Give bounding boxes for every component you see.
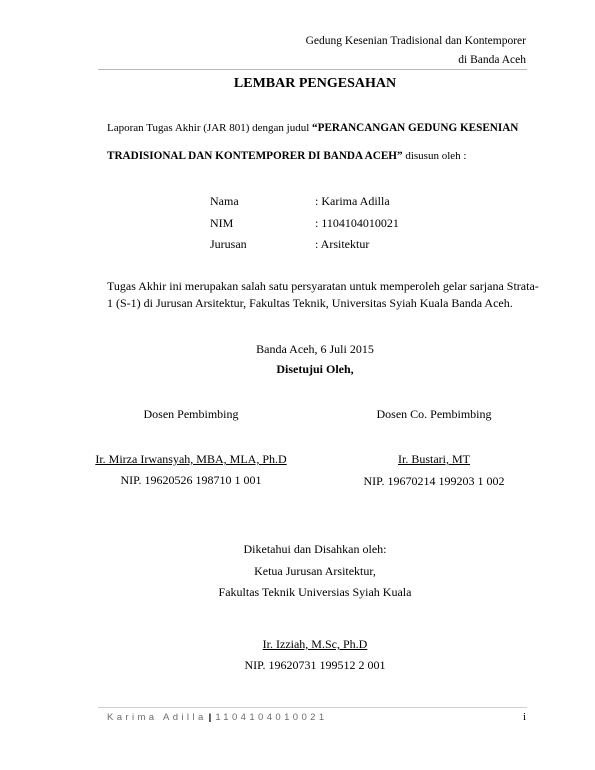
acknowledged-line1: Diketahui dan Disahkan oleh: [243, 542, 387, 556]
running-header-line2: di Banda Aceh [458, 54, 526, 66]
header-rule [98, 69, 527, 70]
intro-title-part2: TRADISIONAL DAN KONTEMPORER DI BANDA ACEH” [107, 150, 403, 162]
acknowledged-line3: Fakultas Teknik Universias Syiah Kuala [218, 585, 412, 599]
footer-id: 1104104010021 [215, 712, 328, 723]
supervisor2-role: Dosen Co. Pembimbing [376, 407, 492, 421]
label-jurusan: Jurusan [210, 237, 247, 251]
approved-by: Disetujui Oleh, [276, 362, 354, 376]
intro-line1 [107, 122, 518, 134]
statement-line1: Tugas Akhir ini merupakan salah satu persyaratan untuk memperoleh gelar sarjana Strata- [107, 279, 539, 293]
footer-separator: | [208, 712, 212, 723]
supervisor2-nip: NIP. 19670214 199203 1 002 [363, 474, 505, 488]
intro-line2 [107, 150, 466, 162]
footer-rule [98, 707, 527, 708]
page-number: i [522, 711, 526, 723]
intro-prefix: Laporan Tugas Akhir (JAR 801) dengan judul [107, 122, 313, 134]
footer-author: Karima Adilla [107, 712, 207, 723]
value-jurusan: : Arsitektur [315, 237, 370, 251]
acknowledged-line2: Ketua Jurusan Arsitektur, [254, 564, 376, 578]
statement-line2: 1 (S-1) di Jurusan Arsitektur, Fakultas Teknik, Universitas Syiah Kuala Banda Aceh. [107, 296, 513, 310]
supervisor1-nip: NIP. 19620526 198710 1 001 [120, 473, 262, 487]
head-of-department-name: Ir. Izziah, M.Sc, Ph.D [262, 637, 368, 651]
value-nama: : Karima Adilla [315, 194, 390, 208]
supervisor1-role: Dosen Pembimbing [143, 407, 239, 421]
place-date: Banda Aceh, 6 Juli 2015 [256, 342, 374, 356]
head-of-department-nip: NIP. 19620731 199512 2 001 [244, 658, 386, 672]
label-nama: Nama [210, 194, 239, 208]
value-nim: : 1104104010021 [315, 216, 399, 230]
intro-suffix: disusun oleh : [402, 150, 467, 162]
running-header-line1: Gedung Kesenian Tradisional dan Kontemporer [305, 35, 526, 47]
supervisor2-name: Ir. Bustari, MT [398, 452, 470, 466]
label-nim: NIM [210, 216, 234, 230]
page-title: LEMBAR PENGESAHAN [233, 76, 397, 91]
intro-title-part1: “PERANCANGAN GEDUNG KESENIAN [312, 122, 519, 134]
supervisor1-name: Ir. Mirza Irwansyah, MBA, MLA, Ph.D [95, 452, 287, 466]
footer [107, 712, 328, 723]
